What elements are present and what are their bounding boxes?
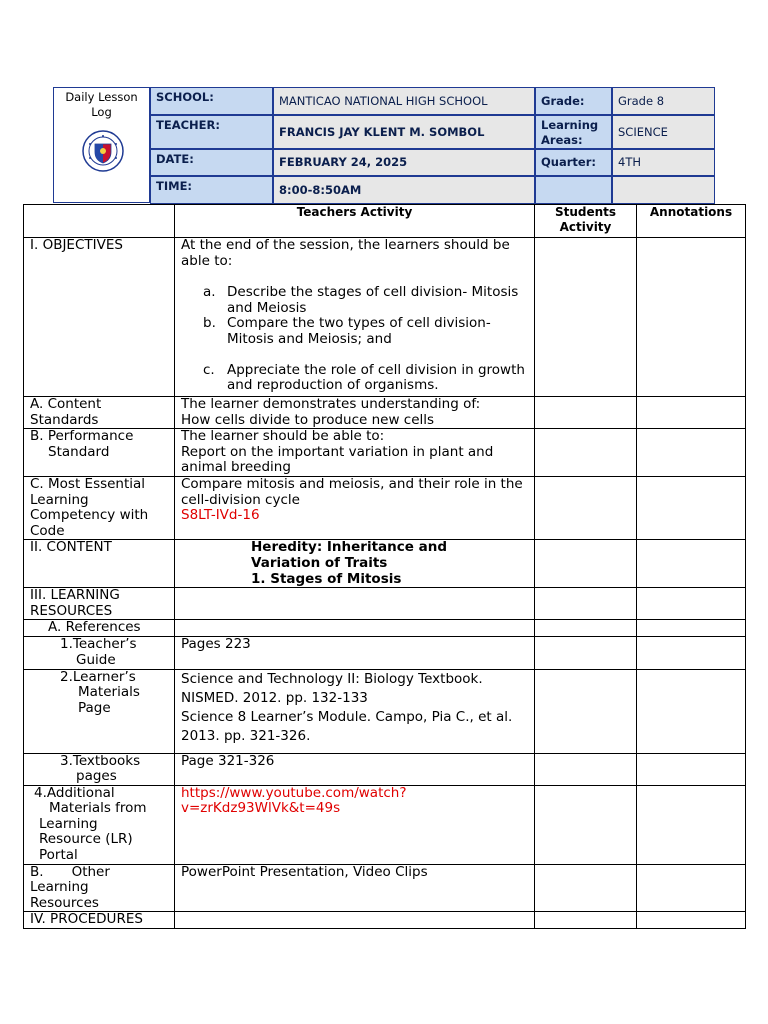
objective-marker: b. — [203, 315, 216, 332]
grade-label — [535, 87, 612, 115]
textbooks-label — [24, 753, 175, 785]
objective-text: Compare the two types of cell division- Mitosis and Meiosis; and — [227, 315, 491, 347]
date-label: DATE: — [150, 149, 273, 176]
annotations-cell — [637, 429, 746, 477]
students-cell — [535, 540, 637, 588]
learners-materials-ref-1: Science and Technology II: Biology Textbook. NISMED. 2012. pp. 132-133 — [181, 670, 483, 706]
other-label-line-1 — [30, 865, 168, 881]
performance-label-line-2: Standard — [48, 443, 110, 460]
time-value-text: 8:00-8:50AM — [279, 182, 362, 197]
competency-label: C. Most Essential Learning Competency with Code — [24, 476, 175, 539]
learners-materials-label — [24, 669, 175, 753]
objective-item — [181, 285, 528, 316]
other-resources-value: PowerPoint Presentation, Video Clips — [175, 864, 535, 912]
performance-line-1: The learner should be able to: — [181, 428, 385, 445]
time-extra-label — [535, 176, 612, 204]
other-label-line-3: Resources — [30, 894, 99, 911]
content-label: II. CONTENT — [24, 540, 175, 588]
students-cell — [535, 397, 637, 429]
learners-materials-row — [24, 669, 746, 753]
lesson-table — [23, 204, 746, 929]
performance-standard-label — [24, 429, 175, 477]
additional-materials-value — [175, 785, 535, 864]
annotations-cell — [637, 588, 746, 620]
students-cell — [535, 912, 637, 929]
additional-label-3: Learning — [39, 815, 98, 832]
objectives-list — [181, 285, 528, 394]
competency-row — [24, 476, 746, 539]
learners-materials-ref-2: Science 8 Learner’s Module. Campo, Pia C., et al. 2013. pp. 321-326. — [181, 708, 513, 744]
school-label: SCHOOL: — [150, 87, 273, 115]
table-header-row — [24, 205, 746, 238]
annotations-header: Annotations — [637, 205, 746, 238]
additional-materials-label — [24, 785, 175, 864]
grade-label-text: Grade: — [541, 93, 585, 108]
learning-areas-label-1: Learning — [541, 118, 599, 132]
time-value — [273, 176, 535, 204]
content-standards-line-2: How cells divide to produce new cells — [181, 411, 435, 428]
learners-materials-value — [175, 669, 535, 753]
students-cell — [535, 429, 637, 477]
competency-code: S8LT-IVd-16 — [181, 507, 260, 524]
video-link-line-2[interactable]: v=zrKdz93WlVk&t=49s — [181, 800, 341, 817]
other-resources-label — [24, 864, 175, 912]
content-topic-line-3: 1. Stages of Mitosis — [251, 570, 402, 587]
annotations-cell — [637, 397, 746, 429]
content-standards-content — [175, 397, 535, 429]
learning-resources-label: III. LEARNING RESOURCES — [24, 588, 175, 620]
students-cell — [535, 637, 637, 669]
teachers-cell — [175, 620, 535, 637]
daily-lesson-log-title-cell — [53, 87, 150, 203]
other-label-word: Other — [71, 863, 110, 880]
time-extra-value — [612, 176, 715, 204]
objective-text: Describe the stages of cell division- Mitosis and Meiosis — [227, 284, 519, 316]
performance-standard-row — [24, 429, 746, 477]
school-value-text: MANTICAO NATIONAL HIGH SCHOOL — [279, 93, 488, 108]
annotations-cell — [637, 785, 746, 864]
date-value-text: FEBRUARY 24, 2025 — [279, 155, 408, 169]
content-topic-line-1: Heredity: Inheritance and — [251, 539, 448, 556]
students-cell — [535, 476, 637, 539]
objective-item — [181, 363, 528, 394]
learning-areas-label-2: Areas: — [541, 133, 583, 147]
deped-seal-icon — [82, 130, 124, 172]
learning-areas-value — [612, 115, 715, 149]
students-activity-header — [535, 205, 637, 238]
teachers-guide-value: Pages 223 — [175, 637, 535, 669]
objectives-row — [24, 238, 746, 397]
students-cell — [535, 864, 637, 912]
annotations-cell — [637, 238, 746, 397]
learners-materials-label-2: Materials — [78, 684, 140, 701]
other-label-marker: B. — [30, 863, 44, 880]
competency-text: Compare mitosis and meiosis, and their role in the cell-division cycle — [181, 475, 523, 508]
students-cell — [535, 620, 637, 637]
video-link-line-1[interactable]: https://www.youtube.com/watch? — [181, 784, 407, 801]
content-standards-row — [24, 397, 746, 429]
students-cell — [535, 753, 637, 785]
grade-value-text: Grade 8 — [618, 93, 665, 108]
teachers-guide-label-1: 1.Teacher’s — [60, 636, 137, 653]
quarter-value-text: 4TH — [618, 155, 641, 169]
learning-areas-value-text: SCIENCE — [618, 124, 668, 139]
objectives-label: I. OBJECTIVES — [24, 238, 175, 397]
annotations-cell — [637, 864, 746, 912]
learning-resources-row — [24, 588, 746, 620]
content-standards-line-1: The learner demonstrates understanding of: — [181, 396, 481, 412]
students-cell — [535, 238, 637, 397]
learning-areas-label — [535, 115, 612, 149]
objective-marker: a. — [203, 284, 216, 301]
title-line-2: Log — [91, 105, 112, 119]
additional-materials-row — [24, 785, 746, 864]
objectives-intro: At the end of the session, the learners should be able to: — [181, 237, 510, 269]
additional-label-2: Materials from — [49, 800, 147, 817]
teachers-guide-row — [24, 637, 746, 669]
quarter-label — [535, 149, 612, 176]
students-cell — [535, 785, 637, 864]
additional-label-5: Portal — [39, 847, 78, 864]
annotations-cell — [637, 669, 746, 753]
competency-content — [175, 476, 535, 539]
students-cell — [535, 588, 637, 620]
teacher-label: TEACHER: — [150, 115, 273, 149]
performance-line-2: Report on the important variation in plant and animal breeding — [181, 443, 494, 476]
time-label: TIME: — [150, 176, 273, 204]
title-line-1: Daily Lesson — [65, 90, 138, 104]
references-label: A. References — [24, 620, 175, 637]
learners-materials-label-3: Page — [78, 699, 111, 716]
quarter-value — [612, 149, 715, 176]
procedures-label: IV. PROCEDURES — [24, 912, 175, 929]
school-value — [273, 87, 535, 115]
quarter-label-text: Quarter: — [541, 155, 596, 169]
annotations-cell — [637, 753, 746, 785]
annotations-cell — [637, 540, 746, 588]
other-resources-row — [24, 864, 746, 912]
grade-value — [612, 87, 715, 115]
content-topic-line-2: Variation of Traits — [251, 554, 388, 571]
teacher-value-text: FRANCIS JAY KLENT M. SOMBOL — [279, 124, 485, 139]
objective-text: Appreciate the role of cell division in growth and reproduction of organisms. — [227, 361, 525, 394]
annotations-cell — [637, 912, 746, 929]
procedures-row — [24, 912, 746, 929]
teachers-activity-header: Teachers Activity — [175, 205, 535, 238]
teachers-cell — [175, 588, 535, 620]
annotations-cell — [637, 637, 746, 669]
students-header-line-2: Activity — [559, 220, 612, 234]
teachers-guide-label — [24, 637, 175, 669]
date-value — [273, 149, 535, 176]
textbooks-label-2: pages — [76, 768, 117, 785]
textbooks-value: Page 321-326 — [175, 753, 535, 785]
objective-spacer — [181, 348, 528, 363]
annotations-cell — [637, 620, 746, 637]
students-cell — [535, 669, 637, 753]
other-label-line-2: Learning — [30, 879, 89, 896]
textbooks-label-1: 3.Textbooks — [60, 752, 141, 769]
students-header-line-1: Students — [554, 205, 617, 219]
objectives-content — [175, 238, 535, 397]
additional-label-1: 4.Additional — [34, 784, 115, 801]
performance-label-line-1: B. Performance — [30, 428, 134, 445]
header-empty-cell — [24, 205, 175, 238]
teachers-guide-label-2: Guide — [76, 651, 116, 668]
objective-marker: c. — [203, 361, 215, 378]
teacher-value — [273, 115, 535, 149]
objective-item — [181, 316, 528, 347]
content-standards-label: A. Content Standards — [24, 397, 175, 429]
content-topic — [175, 540, 535, 588]
references-row — [24, 620, 746, 637]
additional-label-4: Resource (LR) — [39, 831, 133, 848]
annotations-cell — [637, 476, 746, 539]
content-row — [24, 540, 746, 588]
learners-materials-label-1: 2.Learner’s — [60, 668, 136, 685]
teachers-cell — [175, 912, 535, 929]
textbooks-row — [24, 753, 746, 785]
performance-standard-content — [175, 429, 535, 477]
